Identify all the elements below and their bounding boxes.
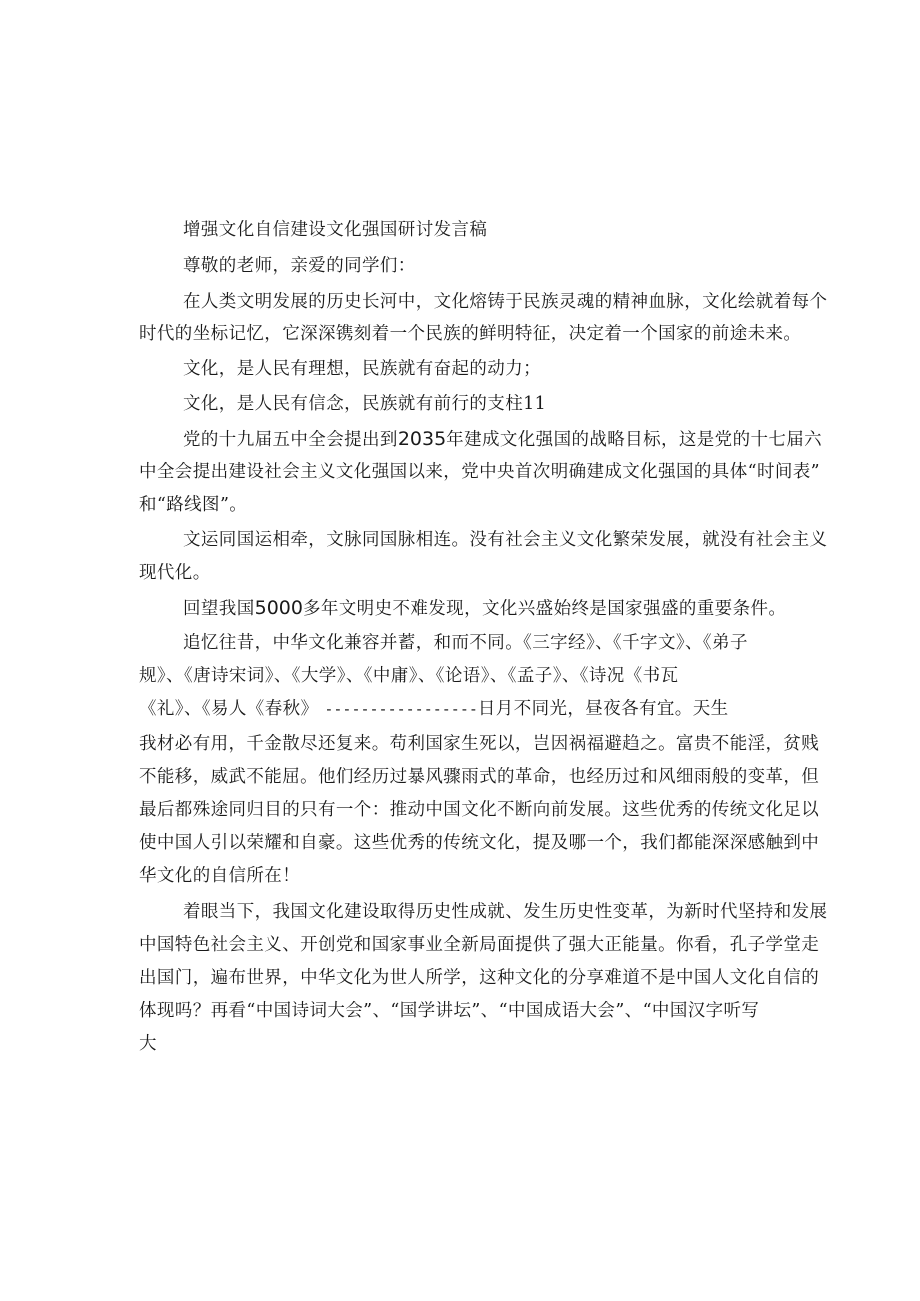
paragraph-5-line-2: 现代化。: [139, 563, 211, 583]
paragraph-7-line-2: 规》、《唐诗宋词》、《大学》、《中庸》、《论语》、《孟子》、《诗况《书瓦: [139, 666, 679, 686]
paragraph-6-text-b: 多年文明史不难发现，文化兴盛始终是国家强盛的重要条件。: [302, 599, 787, 619]
paragraph-7-line-6: 最后都殊途同归目的只有一个：推动中国文化不断向前发展。这些优秀的传统文化足以: [139, 800, 820, 820]
paragraph-8-line-3: 出国门，遍布世界，中华文化为世人所学，这种文化的分享难道不是中国人文化自信的: [139, 968, 820, 988]
dash-separator: -----------------: [324, 700, 478, 718]
paragraph-7-line-3: [139, 697, 729, 721]
paragraph-8-line-5: 大: [139, 1034, 157, 1054]
paragraph-7-line-1: 追忆往昔，中华文化兼容并蓄，和而不同。《三字经》、《千字文》、《弟子: [183, 633, 748, 653]
year-number: 2035: [397, 428, 447, 450]
paragraph-3: 文化，是人民有信念，民族就有前行的支柱11: [183, 394, 547, 414]
paragraph-7-line-4: 我材必有用，千金散尽还复来。苟利国家生死以，岂因祸福避趋之。富贵不能淫，贫贱: [139, 734, 820, 754]
salutation: 尊敬的老师，亲爱的同学们：: [183, 256, 416, 276]
paragraph-4-line-2: 中全会提出建设社会主义文化强国以来，党中央首次明确建成文化强国的具体“时间表”: [139, 462, 820, 482]
classics-list-end: 《礼》、《易人《春秋》: [139, 699, 319, 719]
paragraph-5-line-1: 文运同国运相牵，文脉同国脉相连。没有社会主义文化繁荣发展，就没有社会主义: [183, 530, 828, 550]
paragraph-7-line-8: 华文化的自信所在！: [139, 866, 301, 886]
paragraph-4-text-a: 党的十九届五中全会提出到: [183, 430, 398, 450]
paragraph-1-line-1: 在人类文明发展的历史长河中，文化熔铸于民族灵魂的精神血脉，文化绘就着每个: [183, 292, 828, 312]
poem-quote-start: 日月不同光，昼夜各有宜。天生: [477, 699, 729, 719]
paragraph-6-text-a: 回望我国: [183, 599, 255, 619]
paragraph-8-line-4: 体现吗？再看“中国诗词大会”、“国学讲坛”、“中国成语大会”、“中国汉字听写: [139, 1001, 760, 1021]
paragraph-8-line-1: 着眼当下，我国文化建设取得历史性成就、发生历史性变革，为新时代坚持和发展: [183, 902, 828, 922]
paragraph-1-line-2: 时代的坐标记忆，它深深镌刻着一个民族的鲜明特征，决定着一个国家的前途未来。: [139, 324, 802, 344]
document-title: 增强文化自信建设文化强国研讨发言稿: [183, 220, 488, 240]
paragraph-7-line-7: 使中国人引以荣耀和自豪。这些优秀的传统文化，提及哪一个，我们都能深深感触到中: [139, 833, 820, 853]
paragraph-6: [183, 596, 786, 621]
paragraph-4-line-3: 和“路线图”。: [139, 495, 248, 515]
paragraph-4-line-1: [183, 427, 822, 452]
paragraph-2: 文化，是人民有理想，民族就有奋起的动力；: [183, 359, 541, 379]
years-number: 5000: [254, 597, 303, 619]
paragraph-4-text-b: 年建成文化强国的战略目标，这是党的十七届六: [446, 430, 823, 450]
paragraph-8-line-2: 中国特色社会主义、开创党和国家事业全新局面提供了强大正能量。你看，孔子学堂走: [139, 935, 820, 955]
paragraph-7-line-5: 不能移，威武不能屈。他们经历过暴风骤雨式的革命，也经历过和风细雨般的变革，但: [139, 767, 820, 787]
